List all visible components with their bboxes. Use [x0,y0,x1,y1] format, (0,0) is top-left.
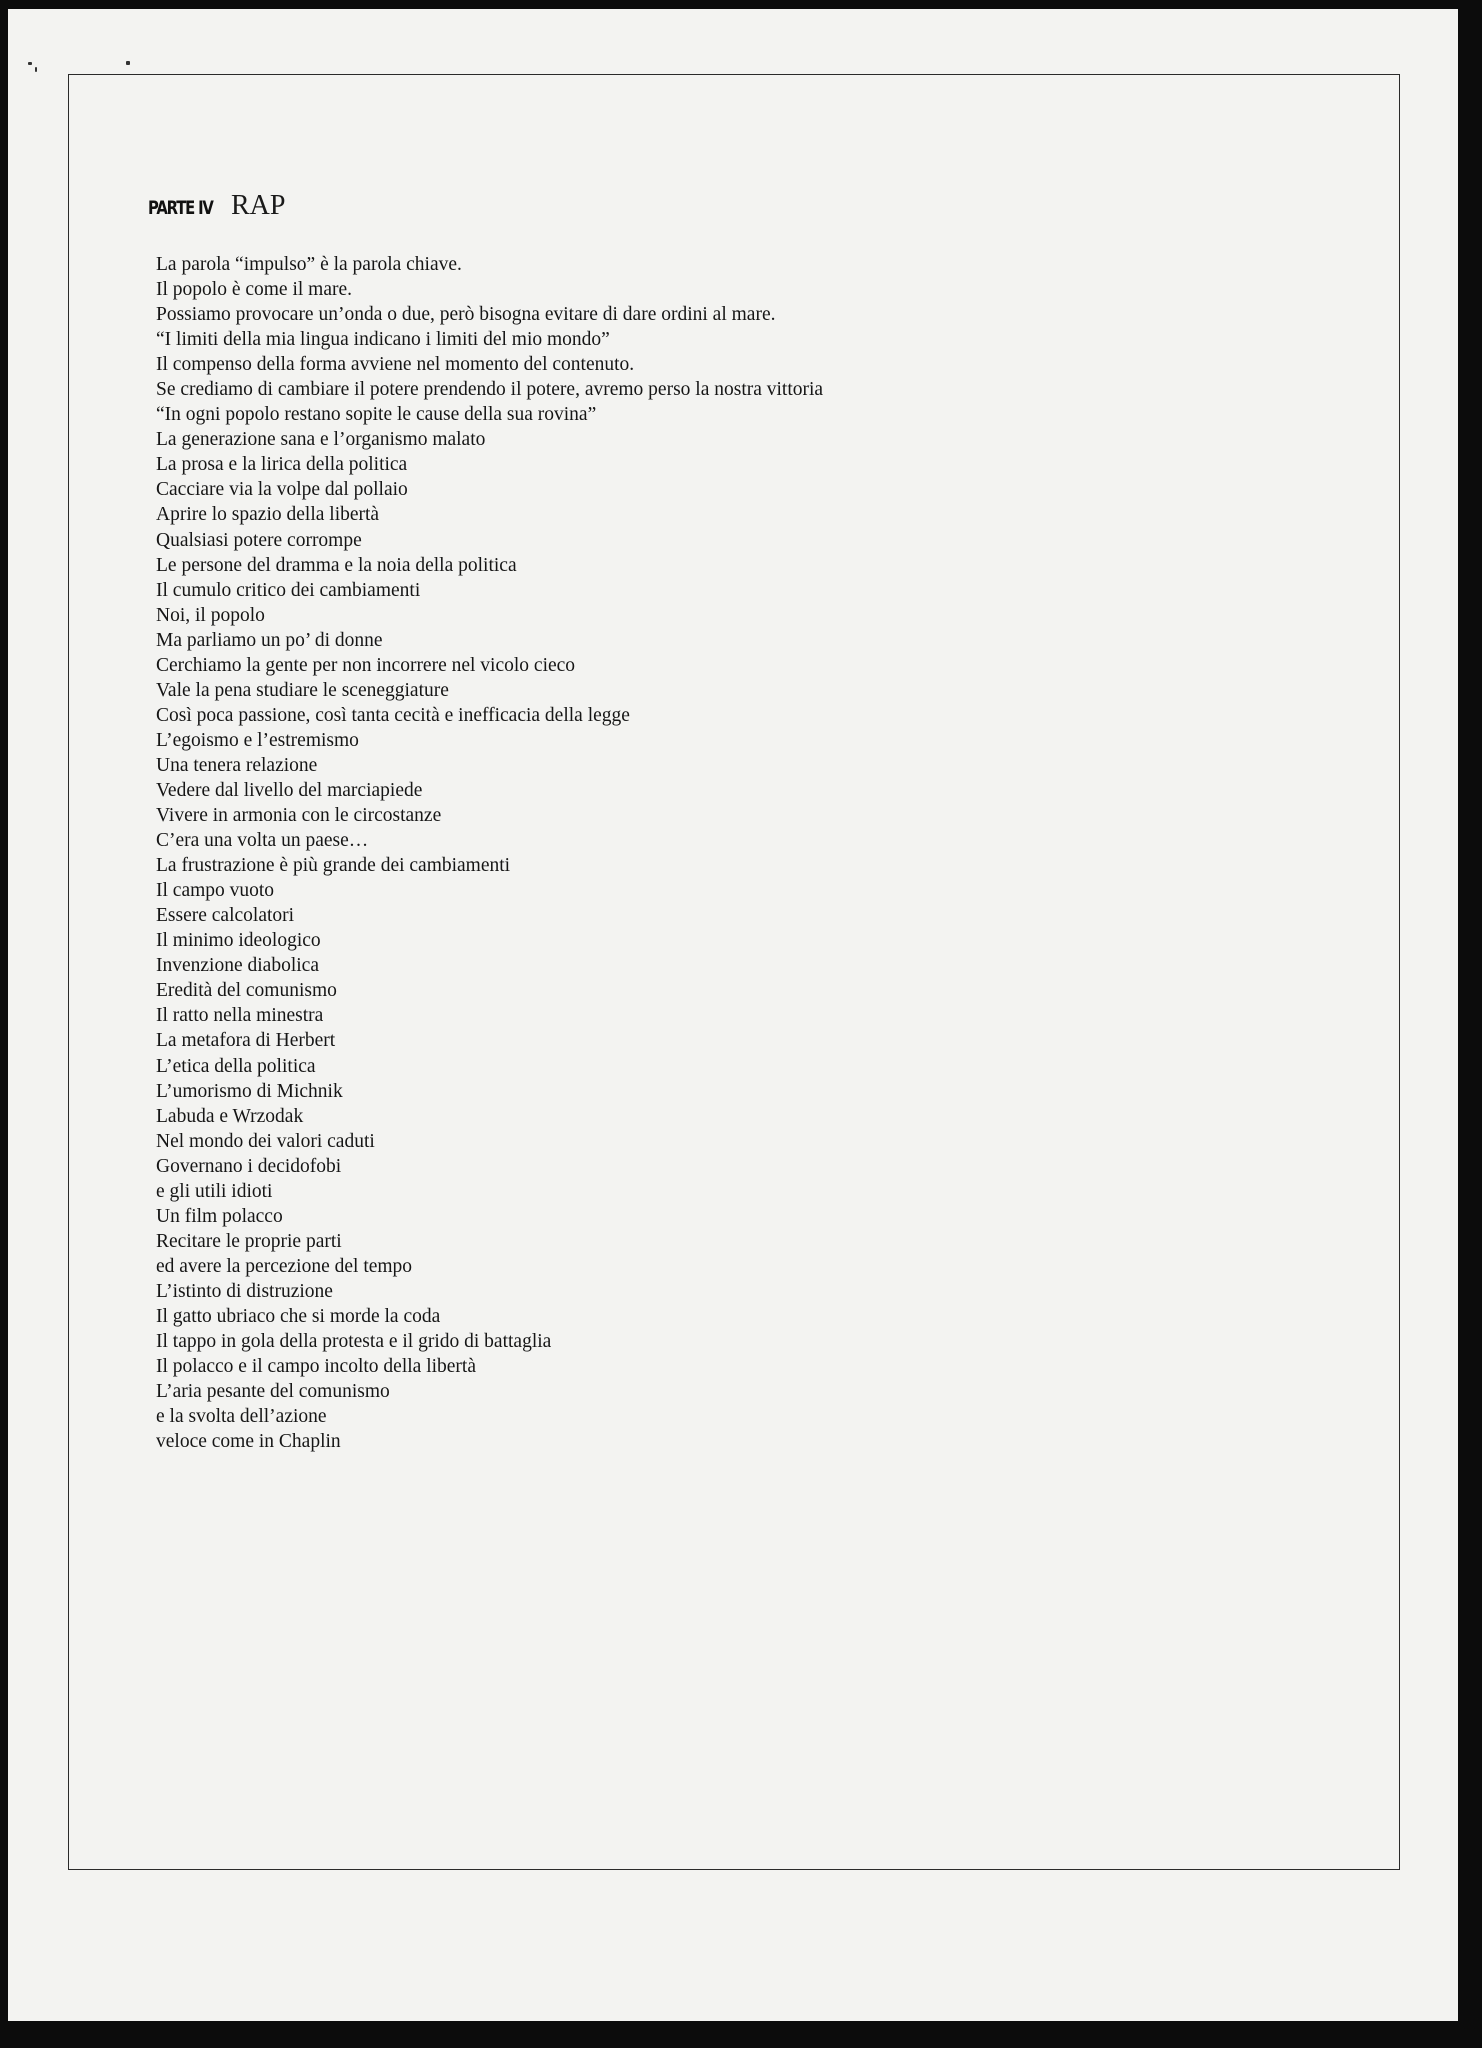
part-label: PARTE IV [148,197,213,219]
text-line: Il popolo è come il mare. [156,279,353,301]
text-line: Possiamo provocare un’onda o due, però bisogna evitare di dare ordini al mare. [156,304,776,326]
text-line: Il tappo in gola della protesta e il grido di battaglia [156,1331,552,1353]
text-line: e la svolta dell’azione [156,1406,327,1428]
text-lines [156,252,823,1454]
text-line: Noi, il popolo [156,604,265,626]
text-line: ed avere la percezione del tempo [156,1255,413,1277]
text-line: Cerchiamo la gente per non incorrere nel vicolo cieco [156,654,576,676]
text-line: Il campo vuoto [156,880,275,902]
scan-speck [28,62,32,65]
text-line: Il ratto nella minestra [156,1005,324,1027]
section-heading [148,190,285,222]
text-line: Vale la pena studiare le sceneggiature [156,679,449,701]
text-line: La metafora di Herbert [156,1030,336,1052]
text-line: veloce come in Chaplin [156,1431,341,1453]
text-line: La parola “impulso” è la parola chiave. [156,254,462,275]
text-line: Se crediamo di cambiare il potere prendendo il potere, avremo perso la nostra vittoria [156,379,824,401]
text-line: Il minimo ideologico [156,930,321,952]
scan-speck [35,67,37,72]
text-line: L’aria pesante del comunismo [156,1381,390,1403]
text-line: Il gatto ubriaco che si morde la coda [156,1305,441,1327]
section-title: RAP [231,190,286,221]
scan-speck [126,61,130,65]
text-line: L’istinto di distruzione [156,1280,333,1302]
text-line: Una tenera relazione [156,754,318,776]
text-line: Le persone del dramma e la noia della politica [156,554,517,576]
text-line: Qualsiasi potere corrompe [156,529,362,551]
text-line: Labuda e Wrzodak [156,1105,304,1127]
text-line: La frustrazione è più grande dei cambiamenti [156,855,511,877]
text-line: Vivere in armonia con le circostanze [156,805,442,827]
text-line: Ma parliamo un po’ di donne [156,629,383,651]
text-line: Così poca passione, così tanta cecità e inefficacia della legge [156,704,630,726]
text-line: Il polacco e il campo incolto della libertà [156,1356,476,1378]
text-line: L’egoismo e l’estremismo [156,729,359,751]
document-page [8,9,1458,2021]
text-line: Il compenso della forma avviene nel momento del contenuto. [156,354,635,376]
text-line: Essere calcolatori [156,905,295,927]
text-line: Il cumulo critico dei cambiamenti [156,579,421,601]
text-line: L’etica della politica [156,1055,316,1077]
text-line: Eredità del comunismo [156,980,337,1002]
text-line: Cacciare via la volpe dal pollaio [156,479,408,501]
text-line: C’era una volta un paese… [156,830,369,852]
text-line: Nel mondo dei valori caduti [156,1130,375,1152]
text-line: L’umorismo di Michnik [156,1080,343,1102]
text-line: Aprire lo spazio della libertà [156,504,380,526]
text-line: Un film polacco [156,1205,283,1227]
text-line: “In ogni popolo restano sopite le cause della sua rovina” [156,404,597,426]
text-line: La generazione sana e l’organismo malato [156,429,486,451]
text-line: Governano i decidofobi [156,1155,342,1177]
text-line: e gli utili idioti [156,1180,273,1202]
text-line: La prosa e la lirica della politica [156,454,408,476]
text-line: Recitare le proprie parti [156,1230,342,1252]
text-line: Vedere dal livello del marciapiede [156,779,423,801]
text-line: Invenzione diabolica [156,955,319,977]
text-line: “I limiti della mia lingua indicano i limiti del mio mondo” [156,329,610,351]
